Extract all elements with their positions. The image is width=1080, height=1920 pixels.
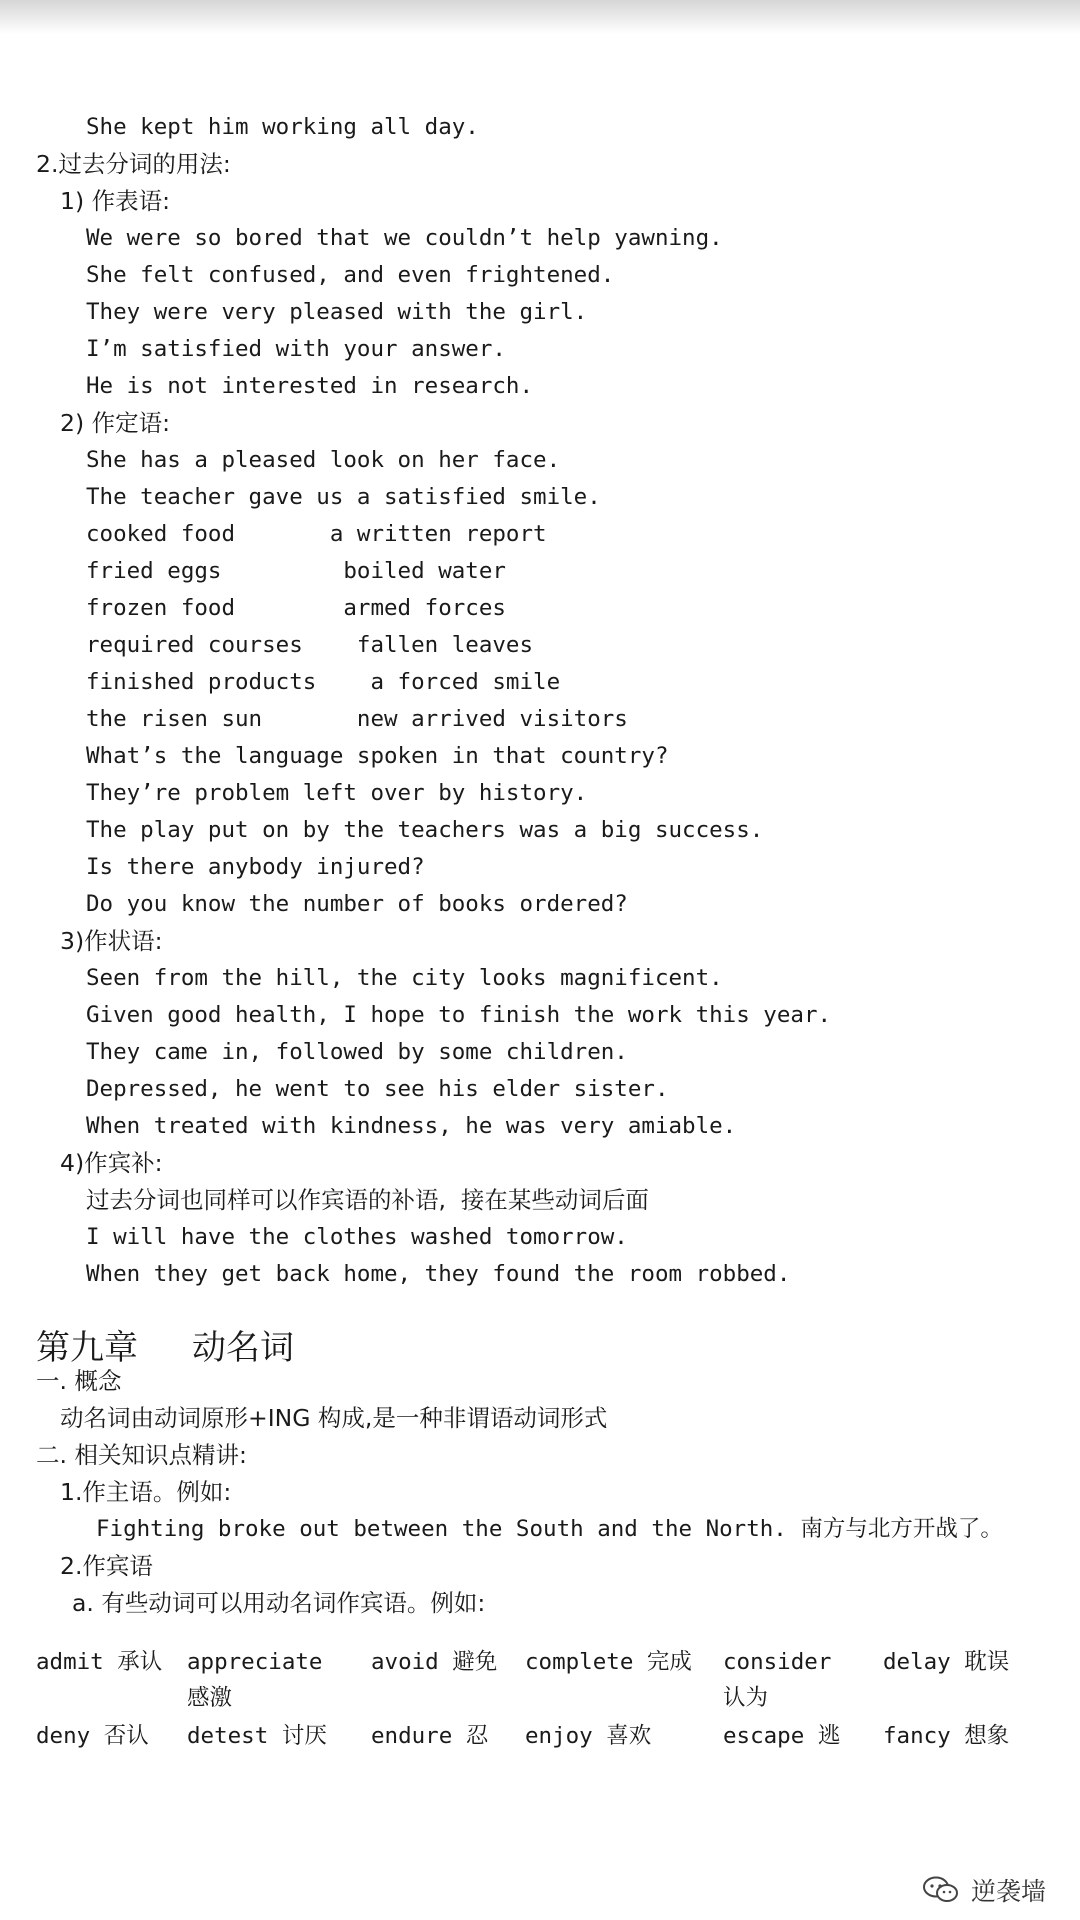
vocab-row: [36, 1644, 1046, 1718]
vocab-chinese: 否认: [103, 1723, 149, 1749]
text-line: Given good health, I hope to finish the work this year.: [86, 1002, 832, 1028]
text-line: The play put on by the teachers was a big success.: [86, 817, 764, 843]
text-line: When they get back home, they found the room robbed.: [86, 1261, 791, 1287]
text-line: The teacher gave us a satisfied smile.: [86, 484, 601, 510]
vocab-chinese: 逃: [817, 1723, 841, 1749]
text-line: What’s the language spoken in that country?: [86, 743, 669, 769]
vocab-entry: [883, 1644, 1063, 1680]
vocab-row: [36, 1718, 1046, 1758]
vocab-english: detest: [187, 1723, 269, 1749]
text-line: She has a pleased look on her face.: [86, 447, 561, 473]
vocab-english: deny: [36, 1723, 91, 1749]
text-line: They came in, followed by some children.: [86, 1039, 628, 1065]
text-line: They’re problem left over by history.: [86, 780, 588, 806]
text-line: 3)作状语:: [60, 927, 163, 955]
gerund-verb-table: [36, 1644, 1046, 1758]
vocab-english: delay: [883, 1649, 951, 1675]
vocab-chinese: 忍: [465, 1723, 489, 1749]
vocab-chinese: 想象: [964, 1723, 1010, 1749]
vocab-english: consider: [723, 1649, 832, 1675]
text-line: required courses fallen leaves: [86, 632, 534, 658]
text-line: 过去分词也同样可以作宾语的补语, 接在某些动词后面: [86, 1186, 649, 1214]
vocab-english: complete: [525, 1649, 634, 1675]
wechat-icon: [921, 1875, 961, 1905]
text-line: cooked food a written report: [86, 521, 547, 547]
vocab-english: avoid: [371, 1649, 439, 1675]
vocab-entry: [525, 1644, 705, 1680]
watermark-text: 逆袭墙: [970, 1877, 1046, 1906]
text-line: frozen food armed forces: [86, 595, 506, 621]
vocab-entry: [371, 1644, 551, 1680]
text-line: I will have the clothes washed tomorrow.: [86, 1224, 628, 1250]
text-line: Do you know the number of books ordered?: [86, 891, 628, 917]
watermark: [921, 1872, 1046, 1908]
text-line: Fighting broke out between the South and the North. 南方与北方开战了。: [96, 1516, 1003, 1542]
vocab-chinese: 耽误: [964, 1649, 1010, 1675]
vocab-chinese: 避免: [452, 1649, 498, 1675]
text-line: the risen sun new arrived visitors: [86, 706, 628, 732]
text-line: Is there anybody injured?: [86, 854, 425, 880]
vocab-entry: [723, 1718, 903, 1754]
text-line: She kept him working all day.: [86, 114, 479, 140]
text-line: 4)作宾补:: [60, 1149, 163, 1177]
text-line: a. 有些动词可以用动名词作宾语。例如:: [72, 1589, 486, 1617]
vocab-english: appreciate: [187, 1649, 323, 1675]
vocab-entry: [187, 1718, 367, 1754]
text-line: 一. 概念: [36, 1367, 122, 1395]
text-line: 2.过去分词的用法:: [36, 150, 231, 178]
text-line: They were very pleased with the girl.: [86, 299, 588, 325]
text-line: I’m satisfied with your answer.: [86, 336, 506, 362]
text-line: When treated with kindness, he was very amiable.: [86, 1113, 737, 1139]
vocab-chinese: 喜欢: [606, 1723, 652, 1749]
text-line: 1) 作表语:: [60, 187, 171, 215]
text-line: Seen from the hill, the city looks magnificent.: [86, 965, 723, 991]
vocab-english: escape: [723, 1723, 805, 1749]
text-line: 1.作主语。例如:: [60, 1478, 232, 1506]
vocab-entry: [371, 1718, 551, 1754]
vocab-chinese: 承认: [117, 1649, 163, 1675]
vocab-entry: [723, 1644, 853, 1716]
text-line: 2) 作定语:: [60, 409, 171, 437]
text-line: He is not interested in research.: [86, 373, 534, 399]
vocab-chinese: 认为: [723, 1685, 769, 1711]
chapter-title: 第九章 动名词: [36, 1328, 295, 1368]
text-line: finished products a forced smile: [86, 669, 561, 695]
text-line: fried eggs boiled water: [86, 558, 506, 584]
vocab-english: enjoy: [525, 1723, 593, 1749]
vocab-english: endure: [371, 1723, 453, 1749]
vocab-chinese: 完成: [646, 1649, 692, 1675]
vocab-entry: [525, 1718, 705, 1754]
text-line: Depressed, he went to see his elder sister.: [86, 1076, 669, 1102]
vocab-english: fancy: [883, 1723, 951, 1749]
vocab-chinese: 讨厌: [281, 1723, 327, 1749]
text-line: 动名词由动词原形+ING 构成,是一种非谓语动词形式: [60, 1404, 608, 1432]
vocab-chinese: 感激: [187, 1685, 233, 1711]
text-line: We were so bored that we couldn’t help yawning.: [86, 225, 723, 251]
text-line: She felt confused, and even frightened.: [86, 262, 615, 288]
vocab-entry: [187, 1644, 323, 1716]
text-line: 二. 相关知识点精讲:: [36, 1441, 247, 1469]
vocab-english: admit: [36, 1649, 104, 1675]
vocab-entry: [883, 1718, 1063, 1754]
text-line: 2.作宾语: [60, 1552, 153, 1580]
